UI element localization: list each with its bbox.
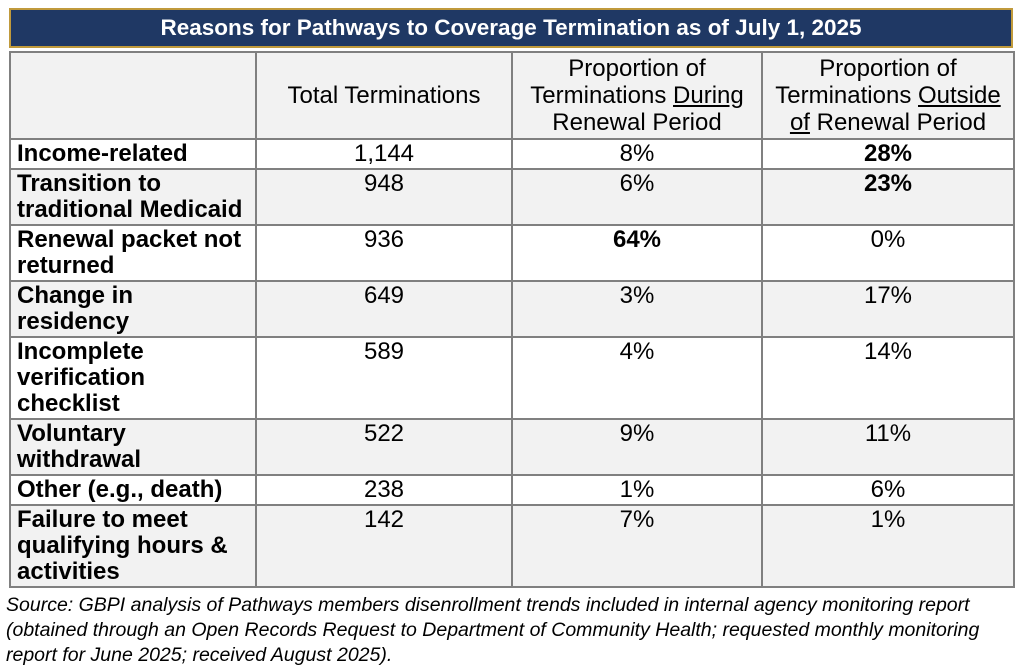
table-row	[10, 281, 1014, 337]
row-label: Income-related	[10, 139, 256, 169]
outside-cell: 6%	[762, 475, 1014, 505]
source-note: Source: GBPI analysis of Pathways members disenrollment trends included in internal agency monitoring report (obtained through an Open Records Request to Department of Community Health; requested monthly monitoring report for June 2025; received August 2025).	[6, 594, 980, 666]
outside-cell: 11%	[762, 419, 1014, 475]
during-cell: 1%	[512, 475, 762, 505]
underlined-word-during: During	[673, 82, 744, 109]
row-label: Incomplete verification checklist	[10, 337, 256, 419]
table-row	[10, 505, 1014, 587]
outside-cell: 28%	[762, 139, 1014, 169]
outside-cell: 14%	[762, 337, 1014, 419]
header-during-renewal: Proportion of Terminations During Renewal Period	[512, 52, 762, 139]
total-cell: 238	[256, 475, 512, 505]
header-row	[10, 52, 1014, 139]
underlined-word-outside: Outside	[918, 82, 1001, 109]
during-cell: 7%	[512, 505, 762, 587]
table-row	[10, 169, 1014, 225]
during-cell: 8%	[512, 139, 762, 169]
outside-cell: 0%	[762, 225, 1014, 281]
header-outside-renewal: Proportion of Terminations Outside of Renewal Period	[762, 52, 1014, 139]
outside-cell: 23%	[762, 169, 1014, 225]
table-row	[10, 475, 1014, 505]
table-row	[10, 225, 1014, 281]
row-label: Transition to traditional Medicaid	[10, 169, 256, 225]
row-label: Failure to meet qualifying hours & activities	[10, 505, 256, 587]
header-blank-cell	[10, 52, 256, 139]
underlined-word-of: of	[789, 109, 810, 136]
during-cell: 6%	[512, 169, 762, 225]
table-title	[9, 8, 1013, 48]
terminations-table	[9, 51, 1015, 588]
header-total-terminations: Total Terminations	[256, 52, 512, 139]
total-cell: 522	[256, 419, 512, 475]
during-cell: 9%	[512, 419, 762, 475]
total-cell: 948	[256, 169, 512, 225]
during-cell: 3%	[512, 281, 762, 337]
during-cell: 4%	[512, 337, 762, 419]
table-row	[10, 139, 1014, 169]
outside-cell: 1%	[762, 505, 1014, 587]
total-cell: 936	[256, 225, 512, 281]
row-label: Change in residency	[10, 281, 256, 337]
outside-cell: 17%	[762, 281, 1014, 337]
row-label: Renewal packet not returned	[10, 225, 256, 281]
table-row	[10, 337, 1014, 419]
total-cell: 142	[256, 505, 512, 587]
during-cell: 64%	[512, 225, 762, 281]
table-title-text: Reasons for Pathways to Coverage Termination as of July 1, 2025	[160, 15, 862, 40]
total-cell: 589	[256, 337, 512, 419]
total-cell: 649	[256, 281, 512, 337]
row-label: Other (e.g., death)	[10, 475, 256, 505]
total-cell: 1,144	[256, 139, 512, 169]
row-label: Voluntary withdrawal	[10, 419, 256, 475]
table-row	[10, 419, 1014, 475]
